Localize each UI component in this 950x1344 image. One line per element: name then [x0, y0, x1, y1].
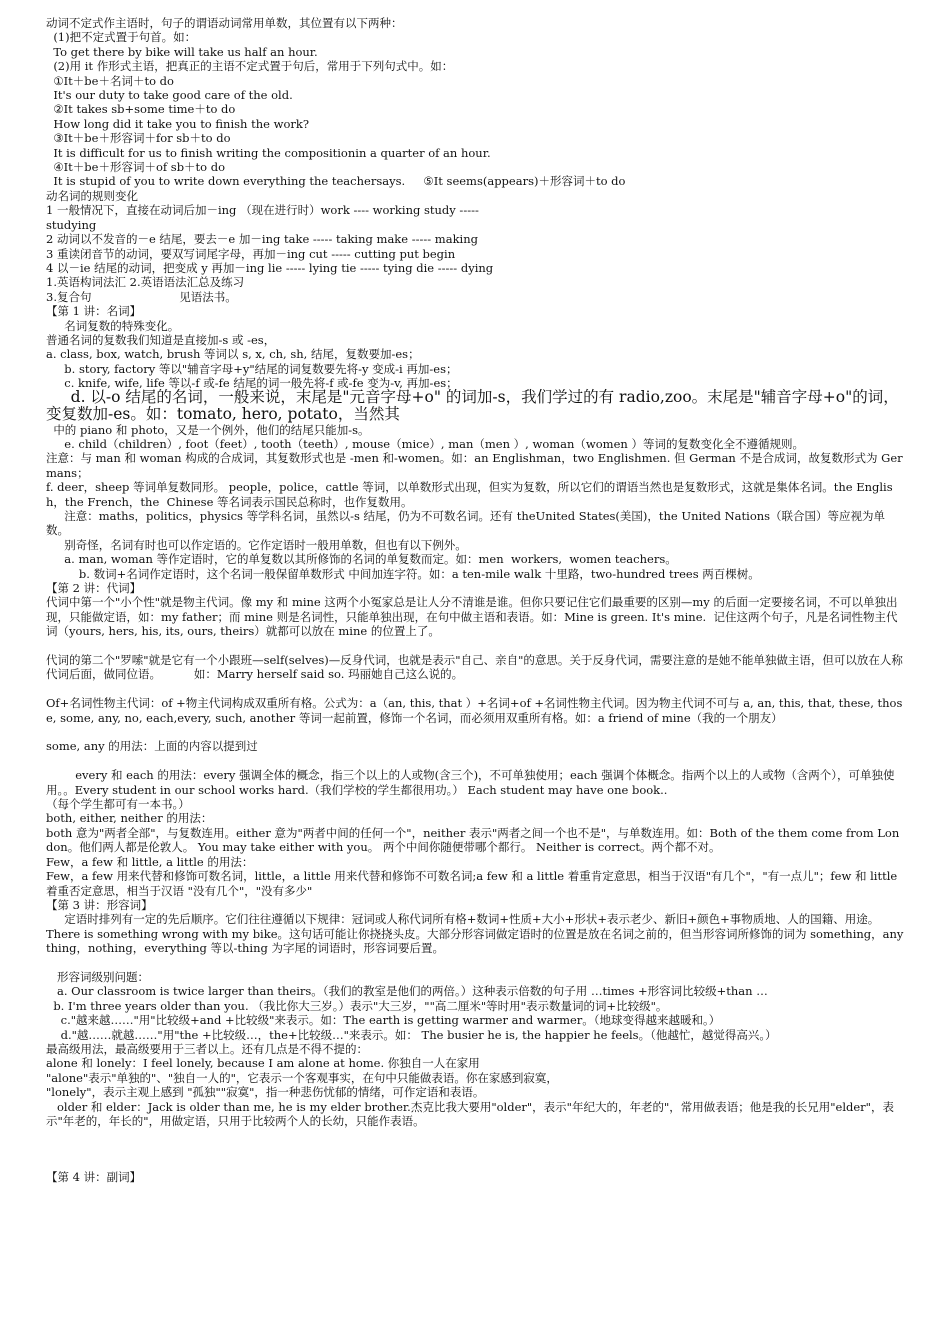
blank-line — [46, 754, 906, 768]
text-line: Of+名词性物主代词：of +物主代词构成双重所有格。公式为：a（an, this, that ）+名词+of +名词性物主代词。因为物主代词不可与 a, an, this, that, these, those, some, any, no, each,every, such, another 等词一起前置，修饰一个名词，而必须用双重所有格。如：a friend of mine（我的一个朋友） — [46, 696, 903, 725]
text-line: d."越……就越……"用"the +比较级…，the+比较级…"来表示。如： The busier he is, the happier he feels。（他越忙，越觉得高兴。） — [46, 1027, 777, 1042]
text-line: 2 动词以不发音的－e 结尾，要去－e 加－ing take ----- taking make ----- making — [46, 232, 478, 247]
text-line: 注意：与 man 和 woman 构成的合成词，其复数形式也是 -men 和-women。如：an Englishman，two Englishmen. 但 German 不是合成词，故复数形式为 Germans； — [46, 451, 903, 480]
text-line: 3.复合句 见语法书。 — [46, 289, 237, 304]
text-line: a. Our classroom is twice larger than theirs。（我们的教室是他们的两倍。）这种表示倍数的句子用 …times +形容词比较级+than … — [46, 984, 768, 999]
text-line: 形容词级别问题： — [46, 969, 149, 984]
blank-line — [46, 725, 906, 739]
text-line: e. child（children）, foot（feet）, tooth（teeth）, mouse（mice）, man（men ）, woman（women ）等词的复数变化全不遵循规则。 — [46, 436, 804, 451]
blank-line — [46, 682, 906, 696]
text-line: ①It＋be＋名词＋to do — [46, 73, 174, 88]
text-line: 别奇怪，名词有时也可以作定语的。它作定语时一般用单数，但也有以下例外。 — [46, 537, 467, 552]
text-line: 定语时排列有一定的先后顺序。它们往往遵循以下规律：冠词或人称代词所有格+数词+性质+大小+形状+表示老少、新旧+颜色+事物质地、人的国籍、用途。 — [46, 912, 880, 927]
text-line: 3 重读闭音节的动词，要双写词尾字母，再加－ing cut ----- cutting put begin — [46, 246, 456, 261]
text-line: 注意：maths，politics，physics 等学科名词，虽然以-s 结尾，仍为不可数名词。还有 theUnited States(美国)，the United Nations（联合国）等应视为单数。 — [46, 509, 886, 538]
text-line: studying — [46, 217, 97, 232]
text-line: It's our duty to take good care of the old. — [46, 88, 293, 103]
text-line: 中的 piano 和 photo，又是一个例外，他们的结尾只能加-s。 — [46, 422, 370, 437]
text-line: "lonely"，表示主观上感到 "孤独""寂寞"，指一种悲伤忧郁的情绪，可作定语和表语。 — [46, 1085, 485, 1100]
blank-line — [46, 1128, 906, 1170]
text-line: 代词的第二个"罗嗦"就是它有一个小跟班—self(selves)—反身代词，也就是表示"自己、亲自"的意思。关于反身代词，需要注意的是她不能单独做主语，但可以放在人称代词后面，做同位语。 如：Marry herself said so. 玛丽她自己这么说的。 — [46, 653, 903, 682]
text-line: a. man, woman 等作定语时，它的单复数以其所修饰的名词的单复数而定。如：men workers, women teachers。 — [46, 552, 677, 567]
text-line: （每个学生都可有一本书。） — [46, 797, 190, 812]
blank-line — [46, 956, 906, 970]
text-line: f. deer，sheep 等词单复数同形。 people，police，cattle 等词，以单数形式出现，但实为复数，所以它们的谓语当然也是复数形式，这就是集体名词。the English，the French，the Chinese 等名词表示国民总称时，也作复数用。 — [46, 480, 893, 509]
text-line: Few，a few 用来代替和修饰可数名词，little，a little 用来代替和修饰不可数名词;a few 和 a little 着重肯定意思，相当于汉语"有几个"，"有一点儿"；few 和 little 着重否定意思，相当于汉语 "没有几个"，"没有多少" — [46, 869, 901, 898]
text-line: 【第 1 讲：名词】 — [46, 304, 142, 319]
text-line: both, either, neither 的用法： — [46, 811, 213, 826]
text-line: 普通名词的复数我们知道是直接加-s 或 -es， — [46, 332, 276, 347]
text-line: 动词不定式作主语时，句子的谓语动词常用单数，其位置有以下两种： — [46, 16, 403, 30]
blank-line — [46, 639, 906, 653]
text-line: 名词复数的特殊变化。 — [46, 318, 180, 333]
text-line: some, any 的用法：上面的内容以提到过 — [46, 739, 258, 754]
text-line: 【第 4 讲：副词】 — [46, 1170, 142, 1185]
text-line: b. story, factory 等以"辅音字母+y"结尾的词复数要先将-y 变成-i 再加-es； — [46, 361, 458, 376]
text-line: alone 和 lonely：I feel lonely, because I am alone at home. 你独自一人在家用 — [46, 1056, 480, 1071]
text-line: (2)用 it 作形式主语，把真正的主语不定式置于句后，常用于下列句式中。如： — [46, 59, 454, 74]
text-line: b. 数词+名词作定语时，这个名词一般保留单数形式 中间加连字符。如：a ten-mile walk 十里路，two-hundred trees 两百棵树。 — [46, 566, 760, 581]
text-line: 【第 2 讲：代词】 — [46, 581, 142, 596]
text-line: both 意为"两者全部"，与复数连用。either 意为"两者中间的任何一个"，neither 表示"两者之间一个也不是"，与单数连用。如：Both of the them come from London。他们两人都是伦敦人。 You may take either with you。 两个中间你随便带哪个都行。 Neither is correct。两个都不对。 — [46, 825, 900, 855]
document-page — [46, 16, 906, 1185]
text-line: (1)把不定式置于句首。如： — [46, 30, 197, 45]
text-line: 最高级用法，最高级要用于三者以上。还有几点是不得不提的： — [46, 1041, 368, 1056]
text-line: ③It＋be＋形容词＋for sb＋to do — [46, 131, 231, 146]
text-line: It is stupid of you to write down everything the teachersays. ⑤It seems(appears)＋形容词＋to do — [46, 174, 626, 189]
text-line: every 和 each 的用法：every 强调全体的概念，指三个以上的人或物(含三个)，不可单独使用；each 强调个体概念。指两个以上的人或物（含两个），可单独使用。。Every student in our school works hard.（我们学校的学生都很用功。） Each student may have one book.. — [46, 768, 895, 797]
text-line: b. I'm three years older than you. （我比你大三岁。）表示"大三岁，""高二厘米"等时用"表示数量词的词+比较级"。 — [46, 998, 668, 1013]
text-line: 1.英语构词法汇 2.英语语法汇总及练习 — [46, 275, 245, 290]
text-line: 【第 3 讲：形容词】 — [46, 897, 153, 912]
text-line: How long did it take you to finish the work? — [46, 116, 309, 131]
text-line: c. knife, wife, life 等以-f 或-fe 结尾的词一般先将-f 或-fe 变为-v, 再加-es； — [46, 376, 458, 391]
text-line: d. 以-o 结尾的名词，一般来说，末尾是"元音字母+o" 的词加-s，我们学过的有 radio,zoo。末尾是"辅音字母+o"的词，变复数加-es。如：tomato, hero, potato，当然其 — [46, 387, 899, 423]
text-line: 1 一般情况下，直接在动词后加－ing （现在进行时）work ---- working study ----- — [46, 203, 479, 218]
text-line: ②It takes sb+some time＋to do — [46, 102, 236, 117]
text-line: 代词中第一个"小个性"就是物主代词。像 my 和 mine 这两个小冤家总是让人分不清谁是谁。但你只要记住它们最重要的区别—my 的后面一定要接名词，不可以单独出现，只能做定语，如：my father；而 mine 则是名词性，只能单独出现，在句中做主语和表语。如：Mine is green. It's mine. 记住这两个句子，凡是名词性物主代词（yours, hers, his, its, ours, theirs）就都可以放在 mine 的位置上了。 — [46, 595, 898, 639]
text-line: 4 以－ie 结尾的动词，把变成 y 再加－ing lie ----- lying tie ----- tying die ----- dying — [46, 260, 494, 275]
text-line: 动名词的规则变化 — [46, 188, 138, 203]
text-line: There is something wrong with my bike。这句话可能让你挠挠头皮。大部分形容词做定语时的位置是放在名词之前的，但当形容词所修饰的词为 something，anything，nothing，everything 等以-thing 为字尾的词语时，形容词要后置。 — [46, 926, 904, 956]
text-line: "alone"表示"单独的"、"独自一人的"，它表示一个客观事实，在句中只能做表语。你在家感到寂寞， — [46, 1070, 558, 1085]
text-line: Few，a few 和 little, a little 的用法： — [46, 854, 254, 869]
text-line: older 和 elder：Jack is older than me, he is my elder brother.杰克比我大要用"older"，表示"年纪大的，年老的"，常用做表语；他是我的长兄用"elder"，表示"年老的，年长的"，用做定语，只用于比较两个人的长幼，只能作表语。 — [46, 1099, 894, 1128]
text-line: To get there by bike will take us half an hour. — [46, 44, 318, 59]
text-line: c."越来越……"用"比较级+and +比较级"来表示。如：The earth is getting warmer and warmer。（地球变得越来越暖和。） — [46, 1013, 721, 1028]
text-line: a. class, box, watch, brush 等词以 s, x, ch, sh, 结尾，复数要加-es； — [46, 347, 420, 362]
text-line: It is difficult for us to finish writing the compositionin a quarter of an hour. — [46, 145, 491, 160]
text-line: ④It＋be＋形容词＋of sb＋to do — [46, 160, 226, 175]
